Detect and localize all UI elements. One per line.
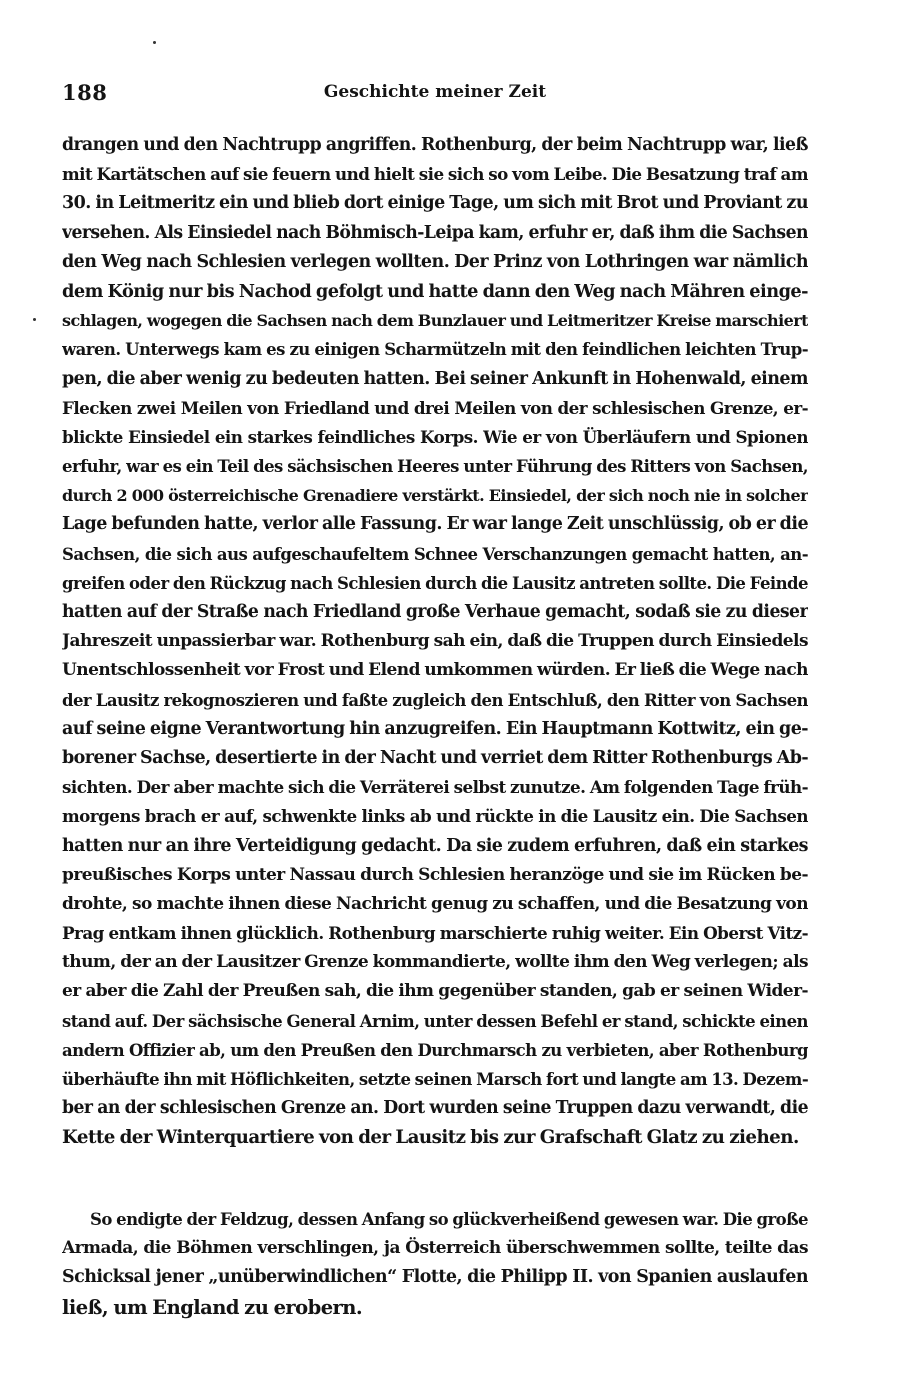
text-line: waren. Unterwegs kam es zu einigen Scharmützeln mit den feindlichen leichten Trup-	[62, 340, 808, 360]
text-line: blickte Einsiedel ein starkes feindliches Korps. Wie er von Überläufern und Spionen	[62, 426, 808, 447]
text-line: So endigte der Feldzug, dessen Anfang so glückverheißend gewesen war. Die große	[90, 1210, 808, 1229]
text-line: stand auf. Der sächsische General Arnim, unter dessen Befehl er stand, schickte einen	[62, 1011, 808, 1031]
text-line: schlagen, wogegen die Sachsen nach dem Bunzlauer und Leitmeritzer Kreise marschiert	[62, 311, 808, 331]
page-number: 188	[62, 80, 108, 105]
text-line: Kette der Winterquartiere von der Lausitz bis zur Grafschaft Glatz zu ziehen.	[62, 1127, 799, 1149]
text-line: Jahreszeit unpassierbar war. Rothenburg sah ein, daß die Truppen durch Einsiedels	[62, 631, 808, 652]
text-line: Armada, die Böhmen verschlingen, ja Österreich überschwemmen sollte, teilte das	[62, 1238, 808, 1259]
text-line: auf seine eigne Verantwortung hin anzugreifen. Ein Hauptmann Kottwitz, ein ge-	[62, 718, 808, 739]
page-header	[62, 80, 808, 110]
text-line: ließ, um England zu erobern.	[62, 1295, 363, 1319]
text-line: preußisches Korps unter Nassau durch Schlesien heranzöge und sie im Rücken be-	[62, 864, 808, 885]
text-line: greifen oder den Rückzug nach Schlesien durch die Lausitz antreten sollte. Die Feinde	[62, 573, 808, 593]
text-line: Unentschlossenheit vor Frost und Elend umkommen würden. Er ließ die Wege nach	[62, 660, 808, 681]
text-line: Prag entkam ihnen glücklich. Rothenburg marschierte ruhig weiter. Ein Oberst Vitz-	[62, 923, 808, 944]
text-line: borener Sachse, desertierte in der Nacht und verriet dem Ritter Rothenburgs Ab-	[62, 747, 808, 768]
text-line: sichten. Der aber machte sich die Verräterei selbst zunutze. Am folgenden Tage früh-	[62, 777, 808, 798]
paragraph-2	[62, 1205, 808, 1322]
print-speck	[153, 41, 156, 44]
text-line: morgens brach er auf, schwenkte links ab und rückte in die Lausitz ein. Die Sachsen	[62, 806, 808, 827]
text-line: durch 2 000 österreichische Grenadiere verstärkt. Einsiedel, der sich noch nie in solcher	[62, 486, 808, 506]
text-line: er aber die Zahl der Preußen sah, die ihm gegenüber standen, gab er seinen Wider-	[62, 981, 808, 1002]
text-line: drangen und den Nachtrupp angriffen. Rothenburg, der beim Nachtrupp war, ließ	[62, 135, 808, 155]
text-line: dem König nur bis Nachod gefolgt und hatte dann den Weg nach Mähren einge-	[62, 280, 808, 302]
text-line: mit Kartätschen auf sie feuern und hielt sie sich so vom Leibe. Die Besatzung traf am	[62, 164, 808, 185]
text-line: andern Offizier ab, um den Preußen den Durchmarsch zu verbieten, aber Rothenburg	[62, 1040, 808, 1060]
text-line: 30. in Leitmeritz ein und blieb dort einige Tage, um sich mit Brot und Proviant zu	[62, 193, 808, 214]
text-line: hatten nur an ihre Verteidigung gedacht. Da sie zudem erfuhren, daß ein starkes	[62, 835, 808, 856]
text-line: Lage befunden hatte, verlor alle Fassung. Er war lange Zeit unschlüssig, ob er die	[62, 514, 808, 535]
text-line: erfuhr, war es ein Teil des sächsischen Heeres unter Führung des Ritters von Sachsen,	[62, 457, 808, 477]
running-title: Geschichte meiner Zeit	[323, 82, 547, 102]
text-line: der Lausitz rekognoszieren und faßte zugleich den Entschluß, den Ritter von Sachsen	[62, 690, 808, 710]
text-line: Schicksal jener „unüberwindlichen“ Flotte, die Philipp II. von Spanien auslaufen	[62, 1267, 808, 1288]
paragraph-1	[62, 131, 808, 1153]
text-line: thum, der an der Lausitzer Grenze kommandierte, wollte ihm den Weg verlegen; als	[62, 952, 808, 973]
print-speck	[33, 318, 36, 321]
text-line: hatten auf der Straße nach Friedland große Verhaue gemacht, sodaß sie zu dieser	[62, 602, 808, 622]
text-line: drohte, so machte ihnen diese Nachricht genug zu schaffen, und die Besatzung von	[62, 893, 808, 914]
text-line: Sachsen, die sich aus aufgeschaufeltem Schnee Verschanzungen gemacht hatten, an-	[62, 544, 808, 564]
text-line: Flecken zwei Meilen von Friedland und drei Meilen von der schlesischen Grenze, er-	[62, 397, 808, 418]
text-line: den Weg nach Schlesien verlegen wollten. Der Prinz von Lothringen war nämlich	[62, 251, 808, 272]
text-line: pen, die aber wenig zu bedeuten hatten. Bei seiner Ankunft in Hohenwald, einem	[62, 368, 808, 389]
text-line: ber an der schlesischen Grenze an. Dort wurden seine Truppen dazu verwandt, die	[62, 1098, 808, 1119]
text-line: versehen. Als Einsiedel nach Böhmisch-Leipa kam, erfuhr er, daß ihm die Sachsen	[62, 222, 808, 243]
text-line: überhäufte ihn mit Höflichkeiten, setzte seinen Marsch fort und langte am 13. Dezem-	[62, 1070, 808, 1089]
